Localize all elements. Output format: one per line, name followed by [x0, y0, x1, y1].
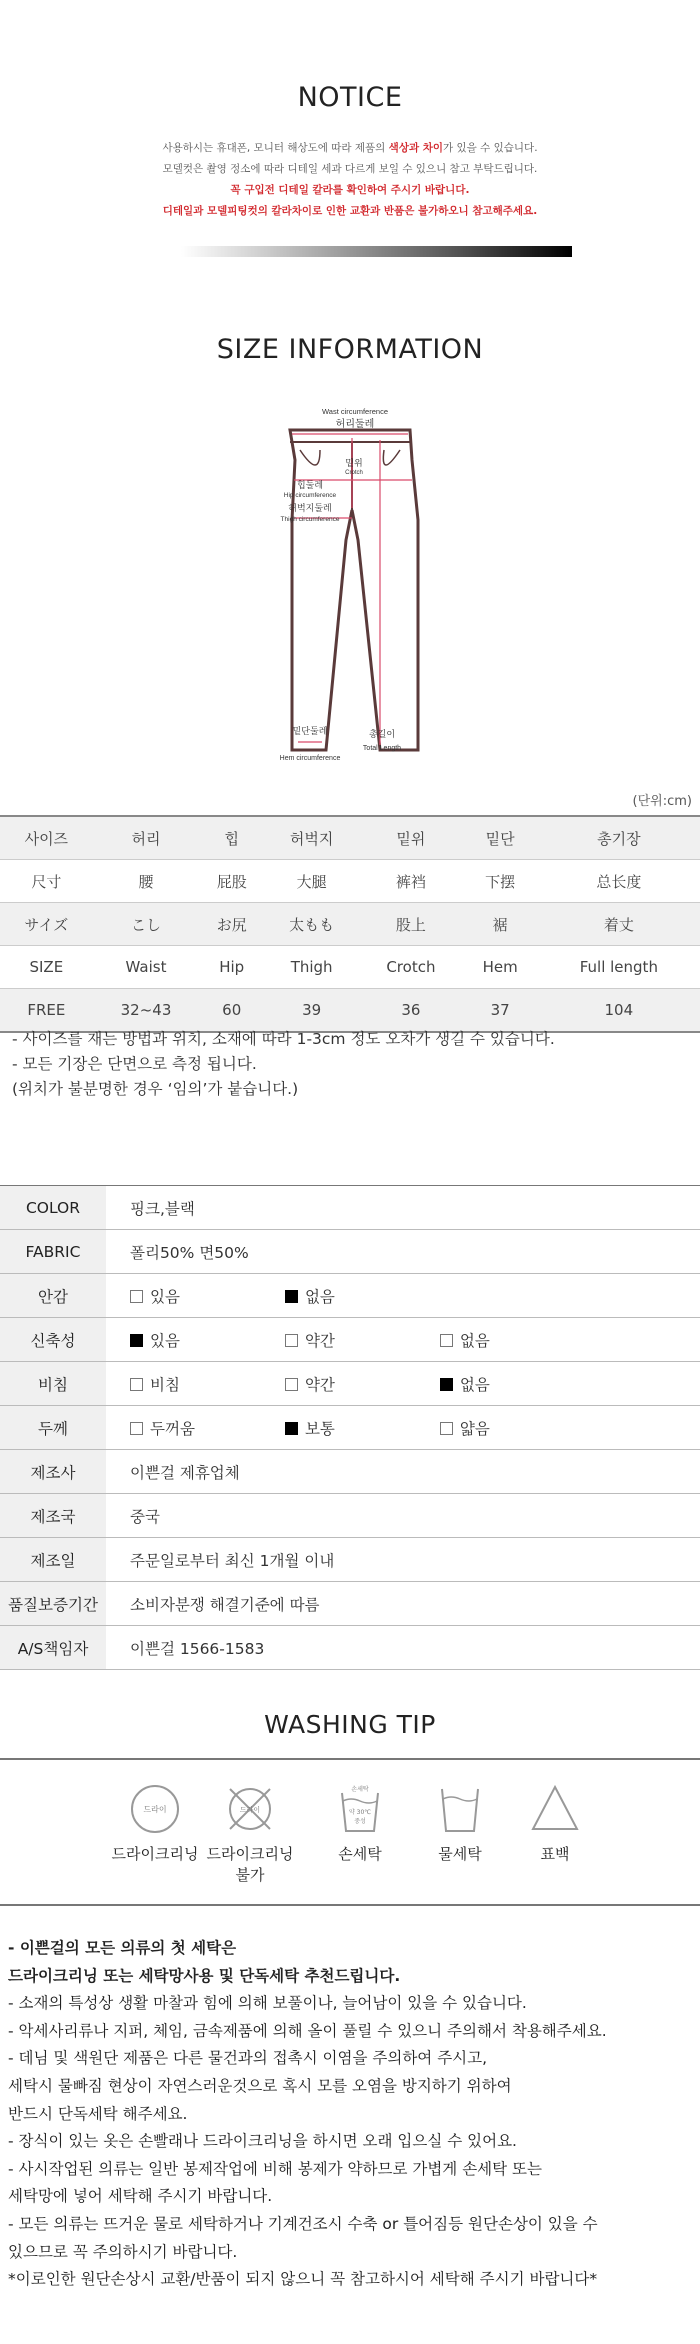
- table-cell: Hem: [463, 946, 538, 989]
- table-cell: 104: [538, 989, 700, 1033]
- spec-value: 폴리50% 면50%: [106, 1230, 700, 1274]
- crotch-label-en: Crotch: [345, 470, 363, 476]
- spec-label: 제조국: [0, 1494, 106, 1538]
- svg-text:손세탁: 손세탁: [351, 1786, 369, 1793]
- svg-text:드라이: 드라이: [239, 1806, 261, 1814]
- length-label-ko: 총길이: [368, 730, 396, 740]
- option-label: 없음: [459, 1375, 490, 1394]
- notice-line-2: 모델컷은 촬영 정소에 따라 디테일 세과 다르게 보일 수 있으니 참고 부탁드립니다.: [162, 163, 538, 175]
- no-dry-clean-icon: [224, 1783, 276, 1835]
- thigh-label-ko: 허벅지둘레: [288, 504, 332, 514]
- tip-line: - 장식이 있는 옷은 손빨래나 드라이크리닝을 하시면 오래 입으실 수 있어요.: [8, 2132, 517, 2151]
- spec-row-as: [0, 1626, 700, 1670]
- pants-size-diagram: [260, 400, 440, 770]
- table-cell: FREE: [0, 989, 93, 1033]
- checkbox-checked: [130, 1334, 143, 1347]
- wash-label: 물세탁: [438, 1845, 482, 1863]
- spec-value: 이쁜걸 제휴업체: [106, 1450, 700, 1494]
- wash-bleach: [505, 1783, 605, 1864]
- spec-value: 주문일로부터 최신 1개월 이내: [106, 1538, 700, 1582]
- table-cell: 36: [359, 989, 462, 1033]
- spec-label: A/S책임자: [0, 1626, 106, 1670]
- tip-line: - 모든 의류는 뜨거운 물로 세탁하거나 기계건조시 수축 or 틀어짐등 원단손상이 있을 수: [8, 2214, 598, 2233]
- table-cell: Thigh: [264, 946, 359, 989]
- wash-water: [410, 1783, 510, 1864]
- spec-row-date: [0, 1538, 700, 1582]
- checkbox-unchecked: [440, 1422, 453, 1435]
- svg-text:약 30℃: 약 30℃: [348, 1809, 372, 1816]
- table-cell: 太もも: [264, 903, 359, 946]
- option-label: 없음: [459, 1331, 490, 1350]
- spec-label: 제조일: [0, 1538, 106, 1582]
- table-cell: 裾: [463, 903, 538, 946]
- washing-tips: [8, 1935, 692, 2294]
- spec-row-country: [0, 1494, 700, 1538]
- checkbox-checked: [440, 1378, 453, 1391]
- tip-line: - 악세사리류나 지퍼, 체임, 금속제품에 의해 올이 풀릴 수 있으니 주의해서 착용해주세요.: [8, 2021, 607, 2040]
- spec-row-thickness: [0, 1406, 700, 1450]
- table-cell: Hip: [199, 946, 264, 989]
- thigh-label-en: Thigh circumference: [280, 516, 340, 523]
- table-cell: 밑단: [463, 816, 538, 860]
- table-cell: 总长度: [538, 860, 700, 903]
- option-label: 두꺼움: [150, 1419, 195, 1438]
- spec-row-color: [0, 1186, 700, 1230]
- size-table: [0, 815, 700, 1033]
- size-note: - 사이즈를 재는 방법과 위치, 소재에 따라 1-3cm 정도 오차가 생길 수 있습니다.: [12, 1030, 555, 1048]
- table-cell: 着丈: [538, 903, 700, 946]
- table-cell: 허벅지: [264, 816, 359, 860]
- table-cell: 屁股: [199, 860, 264, 903]
- table-cell: こし: [93, 903, 200, 946]
- wash-hand: [310, 1783, 410, 1864]
- table-cell: 힙: [199, 816, 264, 860]
- crotch-label-ko: 밑위: [345, 459, 363, 469]
- hip-label-en: Hip circumference: [283, 492, 337, 499]
- table-cell: Waist: [93, 946, 200, 989]
- spec-row-warranty: [0, 1582, 700, 1626]
- size-notes: [12, 1027, 555, 1102]
- hip-label-ko: 힙둘레: [296, 481, 324, 491]
- notice-line-3: 꼭 구입전 디테일 칼라를 확인하여 주시기 바랍니다.: [230, 184, 470, 196]
- checkbox-unchecked: [130, 1290, 143, 1303]
- tip-line: 드라이크리닝 또는 세탁망사용 및 단독세탁 추천드립니다.: [8, 1966, 401, 1985]
- wash-label: 드라이크리닝: [206, 1845, 294, 1863]
- washing-top-divider: [0, 1758, 700, 1760]
- table-cell: 허리: [93, 816, 200, 860]
- table-cell: 股上: [359, 903, 462, 946]
- water-wash-icon: [434, 1783, 486, 1835]
- gradient-divider: [181, 246, 572, 257]
- tip-line: 세탁시 물빠짐 현상이 자연스러운것으로 혹시 모를 오염을 방지하기 위하여: [8, 2076, 512, 2095]
- spec-row-lining: [0, 1274, 700, 1318]
- checkbox-unchecked: [440, 1334, 453, 1347]
- table-cell: 大腿: [264, 860, 359, 903]
- spec-label: FABRIC: [0, 1230, 106, 1274]
- spec-label: 두께: [0, 1406, 106, 1450]
- table-cell: 腰: [93, 860, 200, 903]
- spec-row-stretch: [0, 1318, 700, 1362]
- option-label: 보통: [304, 1419, 335, 1438]
- hand-wash-icon: [334, 1783, 386, 1835]
- table-cell: 총기장: [538, 816, 700, 860]
- table-row: [0, 946, 700, 989]
- washing-tip-title: WASHING TIP: [264, 1710, 436, 1739]
- table-cell: 尺寸: [0, 860, 93, 903]
- option-label: 비침: [150, 1375, 180, 1394]
- spec-value: 중국: [106, 1494, 700, 1538]
- spec-row-fabric: [0, 1230, 700, 1274]
- checkbox-checked: [285, 1290, 298, 1303]
- option-label: 약간: [304, 1331, 335, 1350]
- table-cell: 39: [264, 989, 359, 1033]
- checkbox-unchecked: [130, 1422, 143, 1435]
- bleach-icon: [529, 1783, 581, 1835]
- spec-label: 제조사: [0, 1450, 106, 1494]
- table-cell: Crotch: [359, 946, 462, 989]
- table-row: [0, 989, 700, 1033]
- spec-label: COLOR: [0, 1186, 106, 1230]
- table-cell: 밑위: [359, 816, 462, 860]
- spec-label: 품질보증기간: [0, 1582, 106, 1626]
- notice-title: NOTICE: [297, 82, 403, 113]
- tip-line: - 데님 및 색원단 제품은 다른 물건과의 접촉시 이염을 주의하여 주시고,: [8, 2049, 488, 2068]
- wash-no-dry-clean: [200, 1783, 300, 1885]
- tip-line: 반드시 단독세탁 해주세요.: [8, 2104, 188, 2123]
- tip-line: - 이쁜걸의 모든 의류의 첫 세탁은: [8, 1939, 237, 1957]
- checkbox-unchecked: [130, 1378, 143, 1391]
- hem-label-ko: 밑단둘레: [292, 727, 328, 737]
- notice-line-1: 사용하시는 휴대폰, 모니터 해상도에 따라 제품의 색상과 차이가 있을 수 있습니다.: [162, 142, 538, 154]
- wash-label: 드라이크리닝: [111, 1845, 199, 1863]
- spec-label: 안감: [0, 1274, 106, 1318]
- spec-value: 핑크,블랙: [106, 1186, 700, 1230]
- spec-value: 이쁜걸 1566-1583: [106, 1626, 700, 1670]
- wash-dry-clean: [105, 1783, 205, 1864]
- option-label: 얇음: [459, 1419, 490, 1438]
- svg-text:드라이: 드라이: [143, 1805, 167, 1814]
- length-label-en: Total Length: [362, 745, 402, 752]
- table-cell: サイズ: [0, 903, 93, 946]
- table-row: [0, 903, 700, 946]
- hem-label-en: Hem circumference: [279, 755, 341, 762]
- option-label: 약간: [304, 1375, 335, 1394]
- option-label: 있음: [150, 1287, 180, 1306]
- checkbox-unchecked: [285, 1378, 298, 1391]
- table-cell: 37: [463, 989, 538, 1033]
- size-info-title: SIZE INFORMATION: [216, 334, 484, 365]
- spec-row-sheer: [0, 1362, 700, 1406]
- tip-line: - 사시작업된 의류는 일반 봉제작업에 비해 봉제가 약하므로 가볍게 손세탁 또는: [8, 2159, 543, 2178]
- table-cell: SIZE: [0, 946, 93, 989]
- size-note: - 모든 기장은 단면으로 측정 됩니다.: [12, 1055, 257, 1073]
- waist-label-en: Wast circumference: [322, 407, 388, 416]
- spec-label: 비침: [0, 1362, 106, 1406]
- table-cell: Full length: [538, 946, 700, 989]
- wash-label: 불가: [235, 1866, 265, 1884]
- waist-label-ko: 허리둘레: [335, 419, 375, 430]
- spec-value: 소비자분쟁 해결기준에 따름: [106, 1582, 700, 1626]
- option-label: 없음: [304, 1287, 335, 1306]
- table-cell: 下摆: [463, 860, 538, 903]
- table-row: [0, 816, 700, 860]
- tip-line: 세탁망에 넣어 세탁해 주시기 바랍니다.: [8, 2187, 273, 2206]
- washing-bottom-divider: [0, 1904, 700, 1906]
- notice-line-4: 디테일과 모델피팅컷의 칼라차이로 인한 교환과 반품은 불가하오니 참고해주세요.: [162, 205, 538, 217]
- wash-label: 표백: [540, 1845, 570, 1863]
- svg-text:중성: 중성: [354, 1818, 366, 1825]
- table-cell: 裤裆: [359, 860, 462, 903]
- dry-clean-icon: [129, 1783, 181, 1835]
- unit-label: (단위:cm): [632, 794, 692, 809]
- table-cell: 32~43: [93, 989, 200, 1033]
- tip-line: 있으므로 꼭 주의하시기 바랍니다.: [8, 2242, 238, 2261]
- option-label: 있음: [150, 1331, 180, 1350]
- table-row: [0, 860, 700, 903]
- product-spec-table: [0, 1185, 700, 1670]
- table-cell: お尻: [199, 903, 264, 946]
- table-cell: 사이즈: [0, 816, 93, 860]
- checkbox-unchecked: [285, 1334, 298, 1347]
- spec-label: 신축성: [0, 1318, 106, 1362]
- notice-text: [0, 138, 700, 222]
- tip-line: - 소재의 특성상 생활 마찰과 힘에 의해 보풀이나, 늘어남이 있을 수 있습니다.: [8, 1994, 527, 2013]
- table-cell: 60: [199, 989, 264, 1033]
- wash-label: 손세탁: [338, 1845, 382, 1863]
- spec-row-maker: [0, 1450, 700, 1494]
- checkbox-checked: [285, 1422, 298, 1435]
- tip-line: *이로인한 원단손상시 교환/반품이 되지 않으니 꼭 참고하시어 세탁해 주시기 바랍니다*: [8, 2270, 598, 2289]
- size-note: (위치가 불분명한 경우 ‘임의’가 붙습니다.): [12, 1080, 299, 1098]
